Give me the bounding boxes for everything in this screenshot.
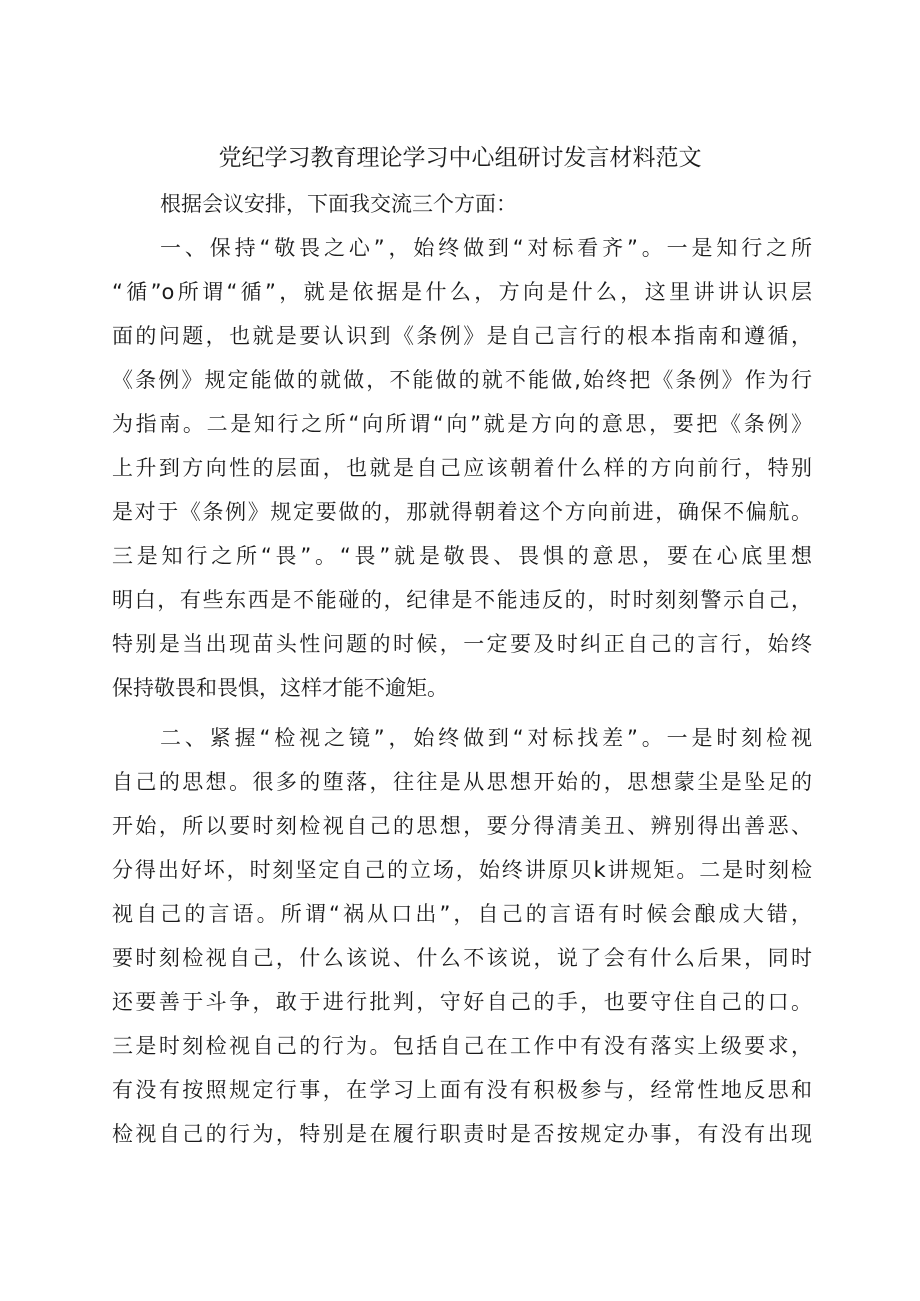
text-line: 视自己的言语。所谓“祸从口出”，自己的言语有时候会酿成大错， [112,902,812,926]
text-line: 开始，所以要时刻检视自己的思想，要分得清美丑、辨别得出善恶、 [112,814,812,838]
text-line: 要时刻检视自己，什么该说、什么不该说，说了会有什么后果，同时 [112,946,812,970]
text-line: 自己的思想。很多的堕落，往往是从思想开始的，思想蒙尘是坠足的 [112,770,812,794]
text-line: 为指南。二是知行之所“向所谓“向”就是方向的意思，要把《条例》 [112,412,812,436]
text-line: 保持敬畏和畏惧，这样才能不逾矩。 [112,676,448,700]
document-title: 党纪学习教育理论学习中心组研讨发言材料范文 [218,145,702,171]
text-line: 明白，有些东西是不能碰的，纪律是不能违反的，时时刻刻警示自己， [112,588,812,612]
text-line: 《条例》规定能做的就做，不能做的就不能做,始终把《条例》作为行 [112,368,812,392]
text-line: 一、保持“敬畏之心”，始终做到“对标看齐”。一是知行之所 [160,236,812,260]
text-line: 二、紧握“检视之镜”，始终做到“对标找差”。一是时刻检视 [160,726,812,750]
text-line: 是对于《条例》规定要做的，那就得朝着这个方向前进，确保不偏航。 [112,500,812,524]
text-line: 三是知行之所“畏”。“畏”就是敬畏、畏惧的意思，要在心底里想 [112,544,812,568]
text-line: 根据会议安排，下面我交流三个方面： [160,192,517,216]
text-line: 面的问题，也就是要认识到《条例》是自己言行的根本指南和遵循， [112,324,812,348]
text-line: “循”o所谓“循”，就是依据是什么，方向是什么，这里讲讲认识层 [112,280,812,304]
text-line: 分得出好坏，时刻坚定自己的立场，始终讲原贝k讲规矩。二是时刻检 [112,858,812,882]
text-line: 三是时刻检视自己的行为。包括自己在工作中有没有落实上级要求， [112,1034,812,1058]
text-line: 有没有按照规定行事，在学习上面有没有积极参与，经常性地反思和 [112,1078,812,1102]
text-line: 还要善于斗争，敢于进行批判，守好自己的手，也要守住自己的口。 [112,990,812,1014]
text-line: 特别是当出现苗头性问题的时候，一定要及时纠正自己的言行，始终 [112,632,812,656]
text-line: 检视自己的行为，特别是在履行职责时是否按规定办事，有没有出现 [112,1122,812,1146]
text-line: 上升到方向性的层面，也就是自己应该朝着什么样的方向前行，特别 [112,456,812,480]
